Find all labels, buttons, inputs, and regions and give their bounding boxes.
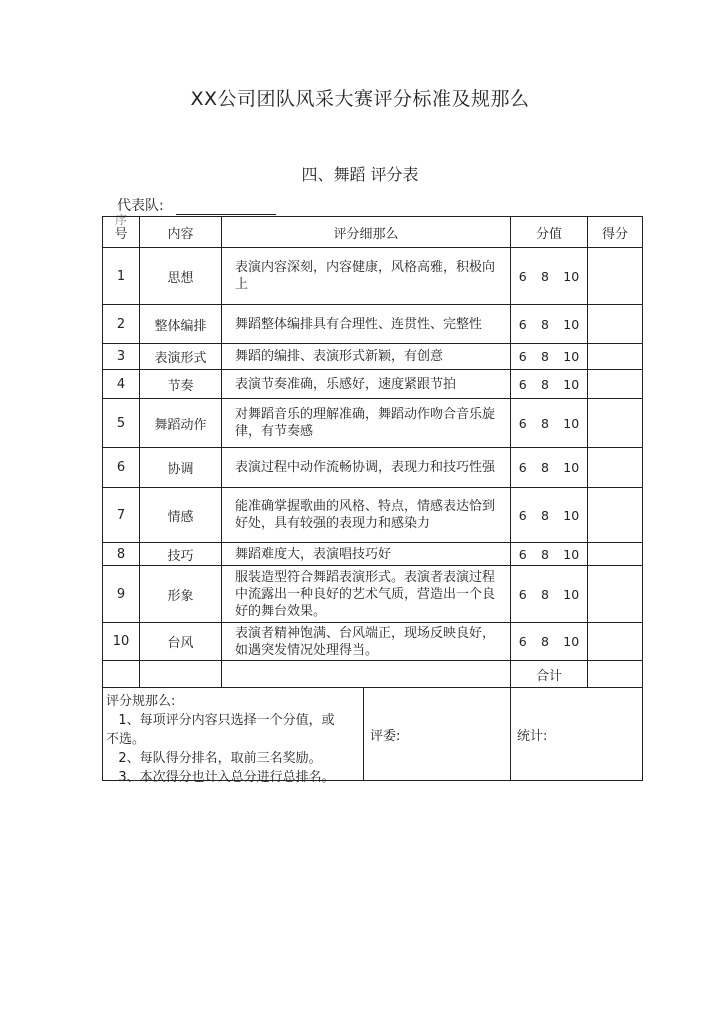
score-option-8: 8	[535, 448, 556, 488]
row-item: 整体编排	[140, 305, 222, 344]
row-number: 8	[103, 543, 140, 566]
score-option-6: 6	[511, 623, 535, 661]
points-cell[interactable]	[588, 448, 643, 488]
judge-label: 评委:	[370, 728, 401, 744]
criteria-header: 评分细那么	[222, 217, 511, 248]
score-option-10: 10	[556, 448, 588, 488]
total-blank	[103, 661, 140, 688]
row-criteria: 表演内容深刻，内容健康，风格高雅，积极向上	[222, 248, 511, 305]
score-option-10: 10	[556, 370, 588, 399]
score-option-10: 10	[556, 488, 588, 543]
points-cell[interactable]	[588, 623, 643, 661]
points-cell[interactable]	[588, 370, 643, 399]
score-option-8: 8	[535, 566, 556, 623]
row-number: 7	[103, 488, 140, 543]
seq-header-top: 序	[115, 213, 128, 227]
row-criteria: 舞蹈难度大，表演唱技巧好	[222, 543, 511, 566]
row-item: 台风	[140, 623, 222, 661]
points-cell[interactable]	[588, 305, 643, 344]
table-row	[103, 248, 643, 305]
score-option-6: 6	[511, 399, 535, 448]
total-blank	[140, 661, 222, 688]
score-option-6: 6	[511, 344, 535, 370]
table-row	[103, 566, 643, 623]
points-cell[interactable]	[588, 566, 643, 623]
row-item: 协调	[140, 448, 222, 488]
score-option-6: 6	[511, 448, 535, 488]
score-option-8: 8	[535, 344, 556, 370]
row-number: 6	[103, 448, 140, 488]
section-title: 四、舞蹈 评分表	[301, 165, 419, 184]
rule-3: 3、本次得分也计入总分进行总排名。	[106, 770, 335, 785]
points-cell[interactable]	[588, 488, 643, 543]
score-option-6: 6	[511, 305, 535, 344]
total-label: 合计	[511, 661, 588, 688]
row-item: 舞蹈动作	[140, 399, 222, 448]
points-cell[interactable]	[588, 344, 643, 370]
score-option-10: 10	[556, 248, 588, 305]
total-blank	[222, 661, 511, 688]
score-option-8: 8	[535, 370, 556, 399]
score-option-8: 8	[535, 488, 556, 543]
row-number: 1	[103, 248, 140, 305]
points-cell[interactable]	[588, 248, 643, 305]
table-row	[103, 623, 643, 661]
document-title: XX公司团队风采大赛评分标准及规那么	[190, 88, 530, 110]
row-number: 3	[103, 344, 140, 370]
row-number: 10	[103, 623, 140, 661]
points-header: 得分	[588, 217, 643, 248]
stats-field[interactable]	[511, 688, 643, 781]
row-item: 思想	[140, 248, 222, 305]
judge-field[interactable]	[364, 688, 510, 780]
row-number: 9	[103, 566, 140, 623]
score-table	[102, 216, 643, 785]
score-option-10: 10	[556, 543, 588, 566]
table-row	[103, 370, 643, 399]
total-cell[interactable]	[588, 661, 643, 688]
stats-label: 统计:	[517, 728, 548, 744]
score-option-6: 6	[511, 543, 535, 566]
score-option-8: 8	[535, 305, 556, 344]
table-row	[103, 344, 643, 370]
row-item: 表演形式	[140, 344, 222, 370]
rules-cell	[103, 688, 511, 785]
row-item: 技巧	[140, 543, 222, 566]
content-header: 内容	[140, 217, 222, 248]
score-option-6: 6	[511, 248, 535, 305]
row-criteria: 对舞蹈音乐的理解准确，舞蹈动作吻合音乐旋律，有节奏感	[222, 399, 511, 448]
team-blank-line	[176, 200, 276, 215]
rules-heading: 评分规那么:	[106, 694, 176, 709]
score-option-8: 8	[535, 248, 556, 305]
points-cell[interactable]	[588, 543, 643, 566]
score-option-6: 6	[511, 370, 535, 399]
score-header: 分值	[511, 217, 588, 248]
score-option-10: 10	[556, 305, 588, 344]
score-option-10: 10	[556, 399, 588, 448]
score-option-8: 8	[535, 543, 556, 566]
team-field	[117, 195, 276, 215]
score-option-10: 10	[556, 566, 588, 623]
row-criteria: 表演者精神饱满、台风端正，现场反映良好，如遇突发情况处理得当。	[222, 623, 511, 661]
rule-1a: 1、每项评分内容只选择一个分值，或	[106, 713, 335, 728]
row-criteria: 能准确掌握歌曲的风格、特点，情感表达恰到好处，具有较强的表现力和感染力	[222, 488, 511, 543]
total-row	[103, 661, 643, 688]
rules-block	[103, 688, 364, 785]
row-criteria: 服装造型符合舞蹈表演形式。表演者表演过程中流露出一种良好的艺术气质，营造出一个良好的舞台效果。	[222, 566, 511, 623]
table-row	[103, 543, 643, 566]
rule-2: 2、每队得分排名，取前三名奖励。	[106, 751, 322, 766]
table-row	[103, 399, 643, 448]
table-row	[103, 448, 643, 488]
table-row	[103, 488, 643, 543]
row-item: 情感	[140, 488, 222, 543]
score-option-8: 8	[535, 399, 556, 448]
row-criteria: 表演过程中动作流畅协调，表现力和技巧性强	[222, 448, 511, 488]
row-number: 5	[103, 399, 140, 448]
row-item: 节奏	[140, 370, 222, 399]
seq-header: 号	[103, 217, 140, 248]
row-item: 形象	[140, 566, 222, 623]
score-option-10: 10	[556, 623, 588, 661]
score-option-8: 8	[535, 623, 556, 661]
table-row	[103, 305, 643, 344]
team-label: 代表队:	[117, 198, 164, 214]
row-criteria: 舞蹈整体编排具有合理性、连贯性、完整性	[222, 305, 511, 344]
rule-1b: 不选。	[106, 732, 146, 747]
score-option-6: 6	[511, 488, 535, 543]
row-criteria: 表演节奏准确，乐感好，速度紧跟节拍	[222, 370, 511, 399]
score-option-10: 10	[556, 344, 588, 370]
row-criteria: 舞蹈的编排、表演形式新颖，有创意	[222, 344, 511, 370]
row-number: 2	[103, 305, 140, 344]
score-option-6: 6	[511, 566, 535, 623]
row-number: 4	[103, 370, 140, 399]
rules-row	[103, 688, 643, 781]
points-cell[interactable]	[588, 399, 643, 448]
header-row	[103, 217, 643, 248]
